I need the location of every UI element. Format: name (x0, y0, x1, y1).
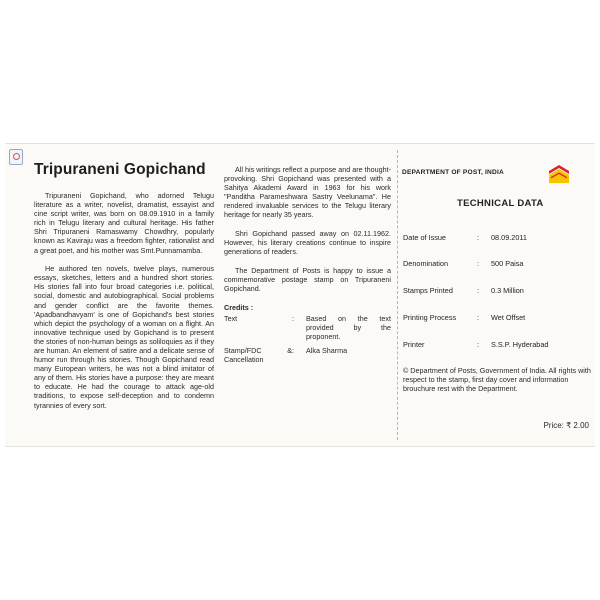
tech-key: Date of Issue (403, 233, 446, 242)
tech-colon: : (477, 259, 480, 268)
credit-row-text (224, 314, 391, 341)
tech-value: 08.09.2011 (491, 233, 527, 242)
tech-row-printer (403, 340, 593, 349)
credit-value: Alka Sharma (306, 346, 348, 355)
biography-column (34, 191, 214, 419)
corner-logo-icon (9, 149, 23, 165)
technical-column (397, 144, 595, 446)
india-post-logo-icon (547, 163, 571, 185)
tech-colon: : (477, 233, 480, 242)
page-title: Tripuraneni Gopichand (34, 161, 206, 178)
tech-key: Stamps Printed (403, 286, 453, 295)
price-label: Price: ₹ 2.00 (543, 421, 589, 430)
tech-row-date (403, 233, 593, 242)
tech-key: Printer (403, 340, 425, 349)
tech-value: S.S.P. Hyderabad (491, 340, 549, 349)
tech-value: 0.3 Million (491, 286, 524, 295)
legacy-paragraph-2: Shri Gopichand passed away on 02.11.1962. However, his literary creations continue to inspire generations of readers. (224, 229, 391, 257)
legacy-column (224, 165, 391, 364)
tech-value: Wet Offset (491, 313, 526, 322)
tech-colon: : (477, 340, 480, 349)
credit-colon: : (292, 313, 294, 323)
biography-paragraph-1: Tripuraneni Gopichand, who adorned Telugu literature as a writer, novelist, dramatist, essayist and cine script writer, was born on 08.09.1910 in a family rich in Telugu literary and cultural heritage. His father Shri Tripuraneni Ramaswamy Chowdhry, popularly known as Kaviraju was a freedom fighter, rationalist and a great poet, and his mother was Smt.Punnamamba. (34, 191, 214, 255)
tech-value: 500 Paisa (491, 259, 524, 268)
tech-key: Denomination (403, 259, 449, 268)
legacy-paragraph-3: The Department of Posts is happy to issue a commemorative postage stamp on Tripuraneni Gopichand. (224, 265, 391, 294)
tech-key: Printing Process (403, 313, 457, 322)
tech-row-printing-process (403, 313, 593, 322)
legacy-paragraph-1: All his writings reflect a purpose and are thought-provoking. Shri Gopichand was presented with a Sahitya Akademi Award in 1963 for his work "Panditha Parameshwara Sastry Veelunama". He rendered invaluable services to the Telugu literary heritage for nearly 35 years. (224, 165, 391, 220)
tech-colon: : (477, 313, 480, 322)
credit-colon: : (292, 346, 294, 355)
brochure-sheet (5, 143, 595, 447)
tech-row-denomination (403, 259, 593, 268)
credit-key: Text (224, 313, 238, 323)
tech-colon: : (477, 286, 480, 295)
copyright-note: © Department of Posts, Government of India. All rights with respect to the stamp, first day cover and information brouchure rest with the Department. (403, 366, 591, 394)
biography-paragraph-2: He authored ten novels, twelve plays, numerous essays, sketches, letters and a hundred short stories. His stories fall into four broad categories i.e. political, social, domestic and autobiographical. Social problems and gender conflict are the favorite themes. 'Apadbandhavyam' is one of Gopichand's best stories which depict the psychology of a woman on a flight. An innovative technique used by Gopichand is to present the stories of non-human beings as soliloquies as if they are human. An element of satire and a delicate sense of humor run through his stories. Though Gopichand read many European writers, he was not a blind imitator of any of them. His stories have a purpose: they are meant to educate. He had the courage to attack age-old traditions, to expose self-deception and to condemn tyrannies of every sort. (34, 264, 214, 410)
credit-key: Stamp/FDC & Cancellation (224, 346, 292, 365)
credit-value: Based on the text provided by the proponent. (306, 313, 391, 341)
credit-row-stamp (224, 346, 391, 364)
credits-heading: Credits : (224, 302, 254, 312)
department-name: DEPARTMENT OF POST, INDIA (402, 169, 504, 176)
tech-row-stamps-printed (403, 286, 593, 295)
technical-data-heading: TECHNICAL DATA (457, 198, 544, 209)
